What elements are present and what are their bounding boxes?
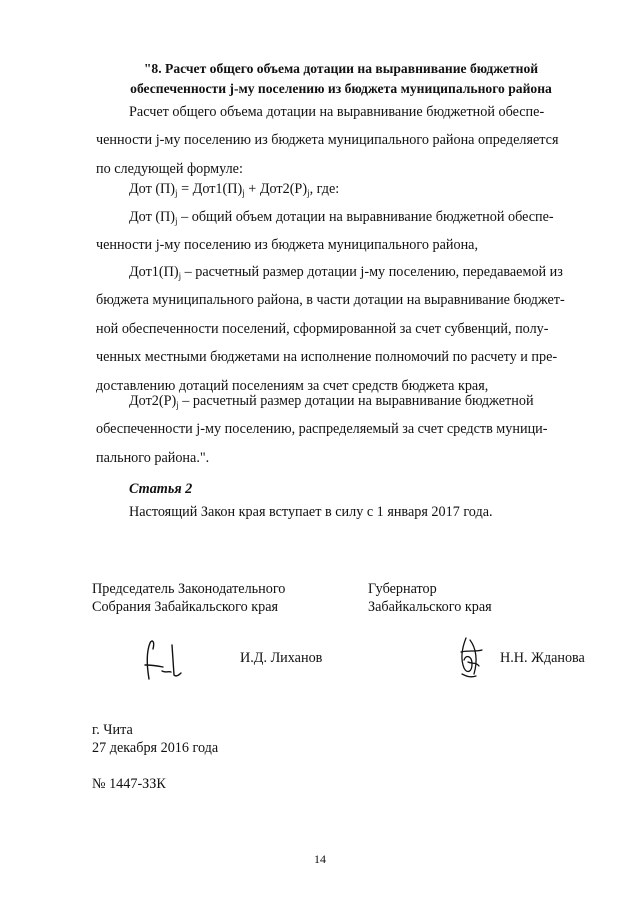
section-heading-line: обеспеченности j-му поселению из бюджета муниципального района: [130, 81, 552, 96]
paragraph-line: Расчет общего объема дотации на выравнивание бюджетной обеспе-: [129, 104, 545, 120]
right-signatory-name: Н.Н. Жданова: [500, 650, 585, 666]
date: 27 декабря 2016 года: [92, 740, 219, 756]
paragraph-line: Дот $(П)_j$ – общий объем дотации на выравнивание бюджетной обеспе-: [129, 209, 554, 226]
paragraph-line: $Дот1(П)_j$ – расчетный размер дотации j-му поселению, передаваемой из: [129, 264, 563, 281]
right-signatory-title: Губернатор Забайкальского края: [368, 581, 492, 615]
left-signatory-title: Председатель Законодательного Собрания Забайкальского края: [92, 581, 286, 615]
place: г. Чита: [92, 722, 133, 738]
definition-dot1: [96, 258, 586, 400]
paragraph-line: ной обеспеченности поселений, сформированной за счет субвенций, полу-: [96, 320, 549, 337]
formula: Дот $(П)_j = Дот1(П)_j + Дот2(Р)_j$, где:: [129, 181, 340, 198]
left-signatory-name: И.Д. Лиханов: [240, 650, 323, 666]
paragraph-line: ченных местными бюджетами на исполнение полномочий по расчету и пре-: [96, 349, 558, 366]
paragraph-line: доставлению дотаций поселениям за счет средств бюджета края,: [96, 377, 489, 394]
page-number: 14: [314, 852, 326, 866]
article-title: Статья 2: [129, 481, 193, 497]
intro-paragraph: [96, 98, 586, 183]
definition-total: [96, 203, 586, 260]
paragraph-line: ченности j-му поселению из бюджета муниципального района,: [96, 237, 479, 254]
section-heading-line: "8. Расчет общего объема дотации на выравнивание бюджетной: [143, 61, 539, 76]
signature-right-image: [452, 634, 492, 680]
paragraph-line: пального района.".: [96, 449, 210, 466]
paragraph-line: $Дот2(Р)_j$ – расчетный размер дотации на выравнивание бюджетной: [129, 393, 534, 410]
article-text: Настоящий Закон края вступает в силу с 1 января 2017 года.: [129, 504, 493, 520]
paragraph-line: ченности j-му поселению из бюджета муниципального района определяется: [96, 132, 559, 149]
paragraph-line: бюджета муниципального района, в части дотации на выравнивание бюджет-: [96, 292, 565, 309]
law-number: № 1447-ЗЗК: [92, 776, 166, 792]
definition-dot2: [96, 387, 586, 472]
signature-left-image: [138, 635, 188, 685]
paragraph-line: по следующей формуле:: [96, 160, 243, 177]
section-heading: [96, 59, 586, 99]
paragraph-line: обеспеченности j-му поселению, распределяемый за счет средств муници-: [96, 421, 548, 438]
